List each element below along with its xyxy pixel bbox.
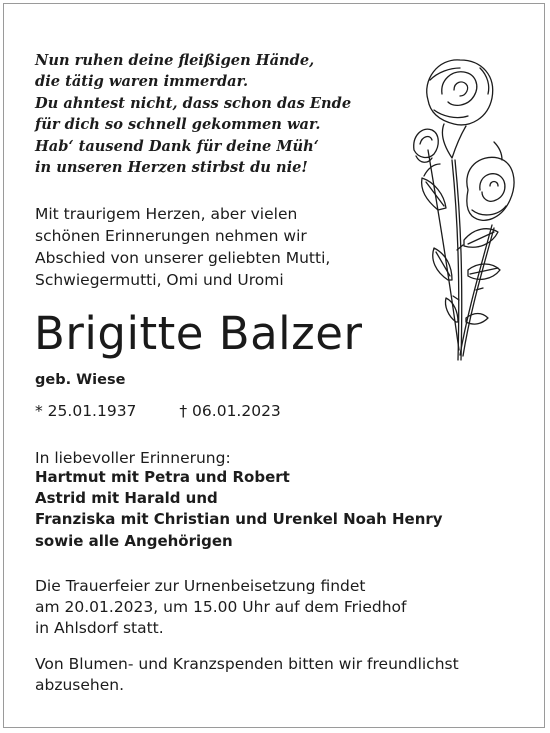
poem (35, 50, 351, 178)
poem-line: für dich so schnell gekommen war. (35, 116, 321, 134)
rose-illustration (408, 50, 518, 370)
intro-line: Schwiegermutti, Omi und Uromi (35, 271, 284, 289)
birth-name: geb. Wiese (35, 372, 126, 388)
intro-line: Abschied von unserer geliebten Mutti, (35, 249, 331, 267)
poem-line: Nun ruhen deine fleißigen Hände, (35, 52, 315, 69)
funeral-service-info (35, 576, 406, 640)
mourner-line: Hartmut mit Petra und Robert (35, 468, 290, 486)
birth-date: * 25.01.1937 (35, 402, 137, 420)
flowers-note (35, 654, 459, 696)
mourners-list (35, 467, 443, 552)
deceased-name: Brigitte Balzer (34, 307, 363, 360)
memory-label: In liebevoller Erinnerung: (35, 449, 231, 467)
poem-line: die tätig waren immerdar. (35, 73, 249, 91)
mourner-line: Astrid mit Harald und (35, 489, 218, 508)
intro-line: schönen Erinnerungen nehmen wir (35, 227, 307, 245)
intro-line: Mit traurigem Herzen, aber vielen (35, 205, 298, 223)
flowers-line: abzusehen. (35, 676, 125, 695)
poem-line: Hab‘ tausend Dank für deine Müh‘ (35, 137, 319, 155)
service-line: am 20.01.2023, um 15.00 Uhr auf dem Friedhof (35, 598, 407, 617)
service-line: Die Trauerfeier zur Urnenbeisetzung findet (35, 577, 366, 595)
death-date: † 06.01.2023 (179, 402, 281, 420)
poem-line: in unseren Herzen stirbst du nie! (35, 159, 308, 177)
life-dates (35, 400, 281, 422)
service-line: in Ahlsdorf statt. (35, 619, 164, 638)
mourner-line: Franziska mit Christian und Urenkel Noah Henry (35, 510, 443, 529)
mourner-line: sowie alle Angehörigen (35, 531, 233, 550)
obituary-frame (3, 3, 545, 728)
intro-text (35, 203, 330, 291)
flowers-line: Von Blumen- und Kranzspenden bitten wir freundlichst (35, 655, 459, 673)
poem-line: Du ahntest nicht, dass schon das Ende (35, 94, 352, 112)
